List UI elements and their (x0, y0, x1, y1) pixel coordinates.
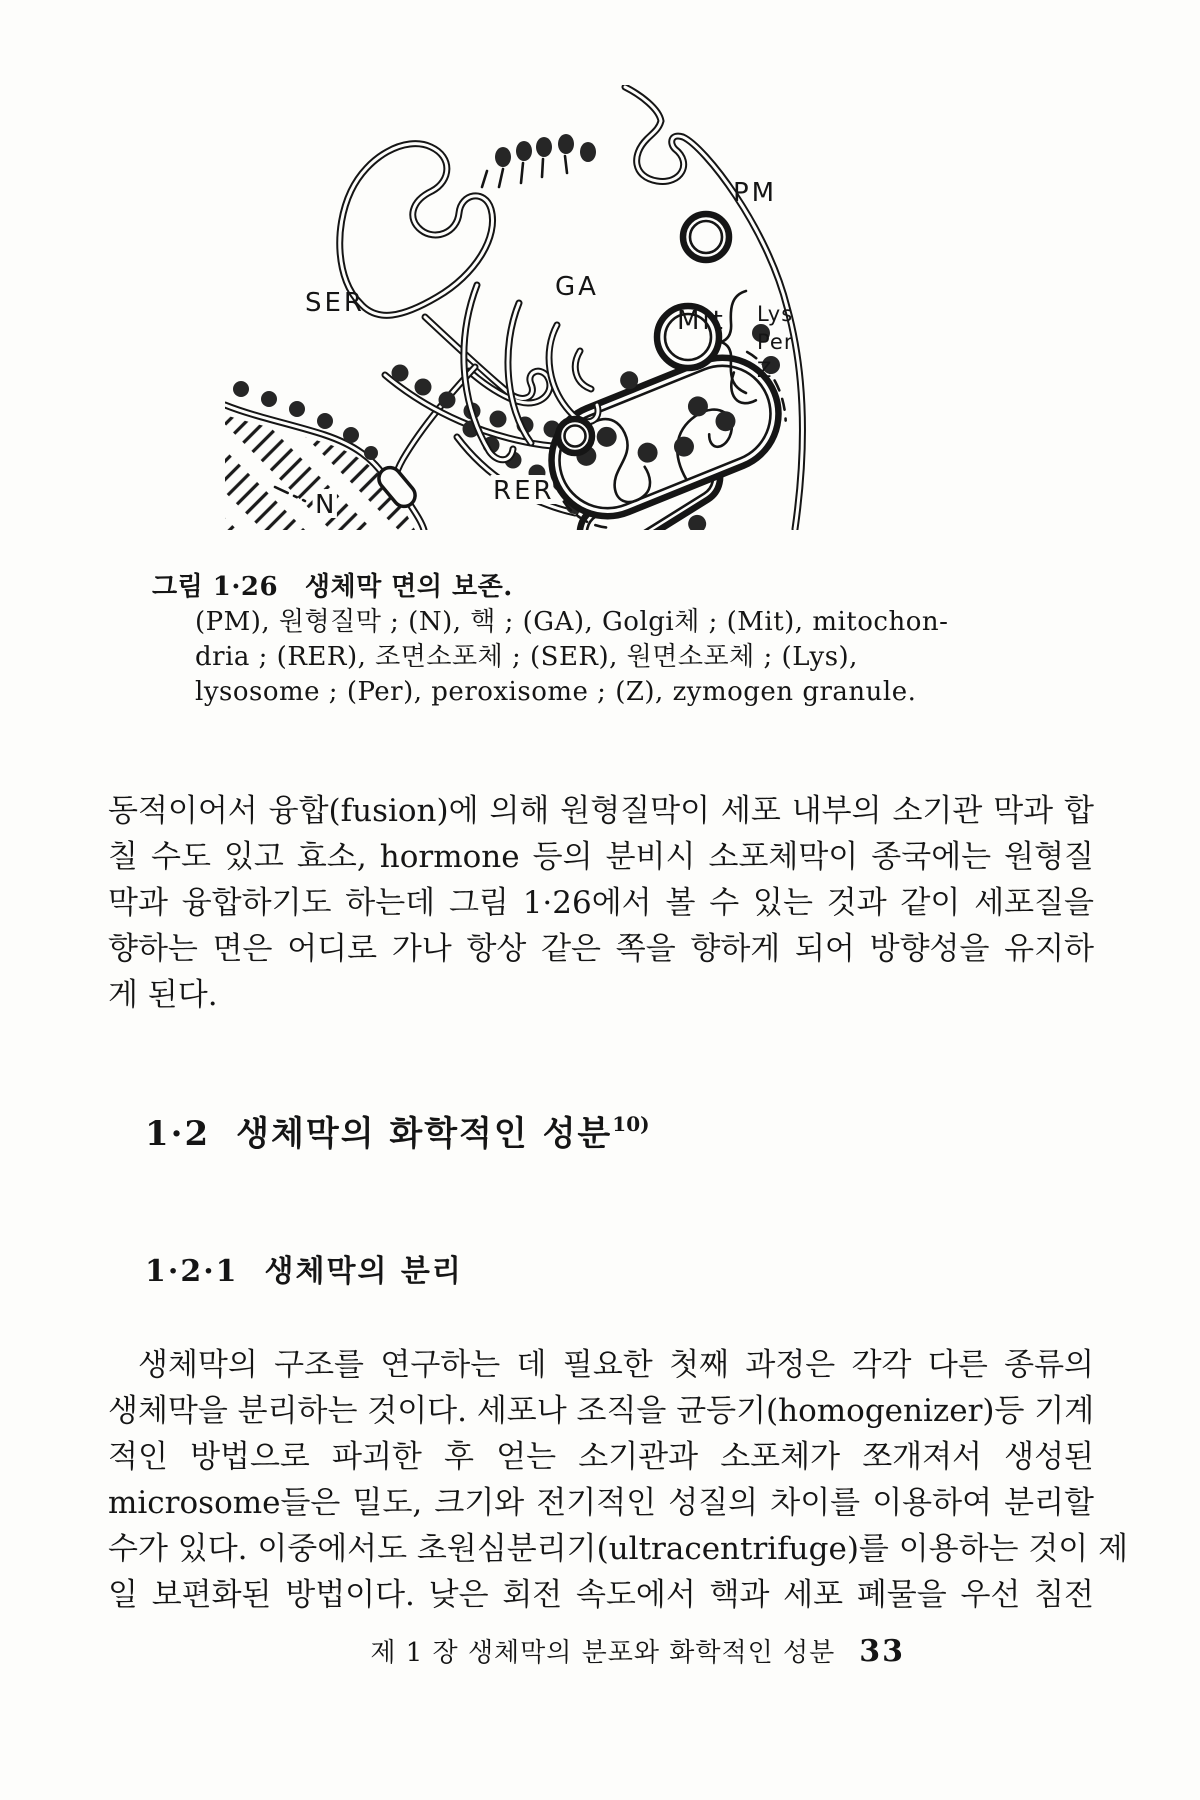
label-pm: PM (733, 178, 778, 208)
caption-line: (PM), 원형질막 ; (N), 핵 ; (GA), Golgi체 ; (Mit), mitochon- (195, 607, 949, 637)
label-per: Per (757, 330, 794, 354)
label-mit: Mit (677, 306, 726, 336)
body-paragraph-1 (108, 788, 1094, 1018)
figure-caption (152, 570, 962, 710)
subsection-title: 생체막의 분리 (264, 1254, 463, 1289)
text-line: 적인 방법으로 파괴한 후 얻는 소기관과 소포체가 쪼개져서 생성된 (108, 1439, 1094, 1475)
text-line: 생체막을 분리하는 것이다. 세포나 조직을 균등기(homogenizer)등 기계 (108, 1393, 1095, 1429)
text-line: 향하는 면은 어디로 가나 항상 같은 쪽을 향하게 되어 방향성을 유지하 (108, 931, 1094, 967)
text-line: 수가 있다. 이중에서도 초원심분리기(ultracentrifuge)를 이용하는 것이 제 (108, 1531, 1129, 1567)
text-line: 동적이어서 융합(fusion)에 의해 원형질막이 세포 내부의 소기관 막과 합 (108, 793, 1094, 829)
text-line: 막과 융합하기도 하는데 그림 1·26에서 볼 수 있는 것과 같이 세포질을 (108, 885, 1094, 921)
label-ser: SER (305, 288, 365, 318)
text-line: 생체막의 구조를 연구하는 데 필요한 첫째 과정은 각각 다른 종류의 (138, 1347, 1094, 1383)
body-paragraph-2 (108, 1342, 1129, 1618)
caption-title-line (152, 570, 962, 605)
section-number: 1·2 (145, 1114, 211, 1154)
section-heading (145, 1106, 650, 1155)
page-number: 33 (859, 1634, 905, 1669)
subsection-heading (145, 1246, 463, 1290)
caption-line: lysosome ; (Per), peroxisome ; (Z), zymogen granule. (195, 677, 917, 707)
label-ga: GA (555, 272, 599, 302)
caption-title: 생체막 면의 보존. (304, 572, 513, 602)
text-line: 일 보편화된 방법이다. 낮은 회전 속도에서 핵과 세포 폐물을 우선 침전 (108, 1577, 1094, 1613)
label-z: Z (757, 358, 773, 382)
label-lys: Lys (757, 302, 794, 326)
granule-row (482, 134, 596, 187)
cell-diagram (225, 85, 835, 530)
label-n: N (315, 490, 338, 520)
footnote-marker: 10) (612, 1112, 650, 1136)
text-line: 칠 수도 있고 효소, hormone 등의 분비시 소포체막이 종국에는 원형질 (108, 839, 1094, 875)
page-footer (110, 1632, 905, 1669)
section-title: 생체막의 화학적인 성분 (236, 1114, 613, 1154)
text-line: 게 된다. (108, 977, 218, 1013)
caption-fig-no: 그림 1·26 (152, 572, 279, 602)
subsection-number: 1·2·1 (145, 1254, 239, 1289)
footer-text: 제 1 장 생체막의 분포와 화학적인 성분 (370, 1638, 836, 1668)
caption-line: dria ; (RER), 조면소포체 ; (SER), 원면소포체 ; (Lys), (195, 642, 858, 672)
text-line: microsome들은 밀도, 크기와 전기적인 성질의 차이를 이용하여 분리할 (108, 1485, 1094, 1521)
label-rer: RER (493, 476, 555, 506)
